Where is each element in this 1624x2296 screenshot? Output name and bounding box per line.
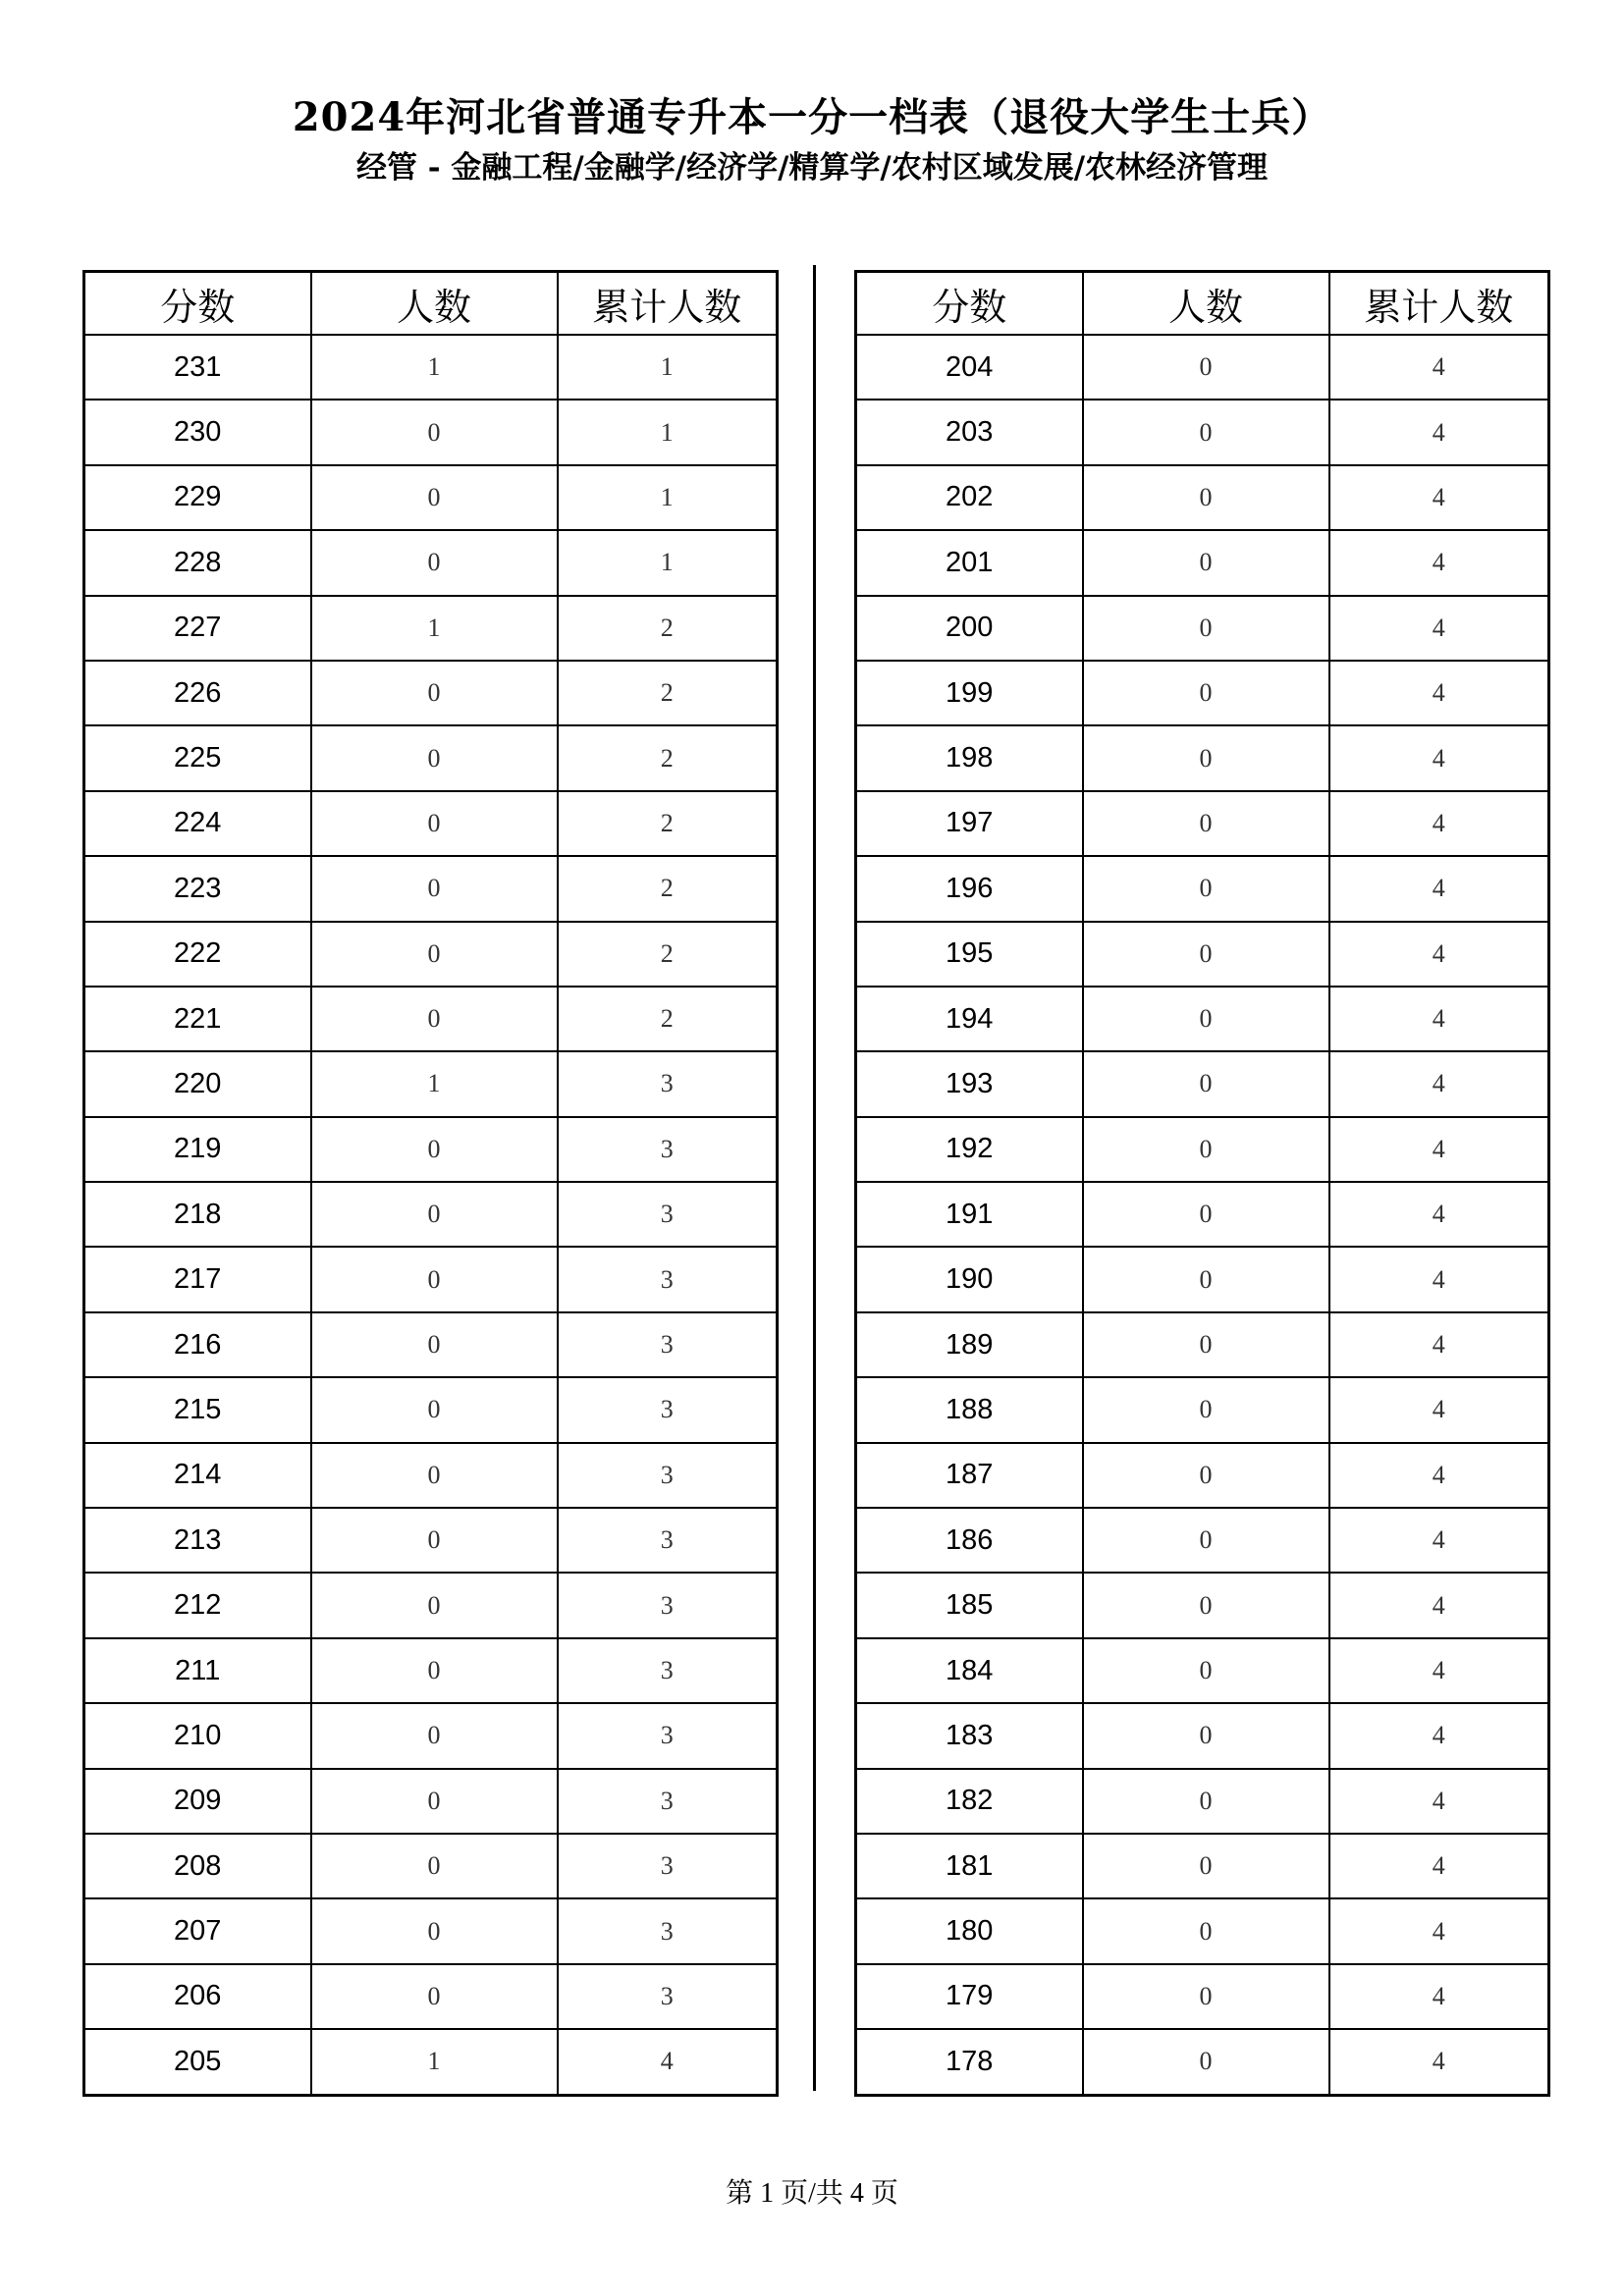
score-cell: 223: [84, 856, 311, 921]
column-header-cumulative: 累计人数: [558, 272, 778, 336]
cumulative-cell: 4: [1329, 400, 1549, 464]
cumulative-cell: 4: [1329, 1638, 1549, 1703]
count-cell: 0: [311, 856, 558, 921]
score-table-left: [82, 270, 779, 2097]
cumulative-cell: 4: [1329, 661, 1549, 725]
cumulative-cell: 3: [558, 1247, 778, 1311]
score-cell: 187: [856, 1443, 1083, 1508]
score-cell: 218: [84, 1182, 311, 1247]
table-row: [84, 596, 778, 661]
score-cell: 215: [84, 1377, 311, 1442]
count-cell: 0: [311, 1964, 558, 2029]
count-cell: 0: [311, 1377, 558, 1442]
table-row: [84, 1703, 778, 1768]
table-row: [84, 987, 778, 1051]
score-cell: 183: [856, 1703, 1083, 1768]
table-row: [84, 1182, 778, 1247]
count-cell: 0: [311, 1703, 558, 1768]
score-cell: 180: [856, 1898, 1083, 1963]
cumulative-cell: 2: [558, 922, 778, 987]
cumulative-cell: 4: [1329, 922, 1549, 987]
score-cell: 181: [856, 1834, 1083, 1898]
score-cell: 190: [856, 1247, 1083, 1311]
table-body-right: [856, 335, 1549, 2095]
table-row: [84, 400, 778, 464]
table-row: [856, 1051, 1549, 1116]
table-row: [856, 335, 1549, 400]
cumulative-cell: 3: [558, 1769, 778, 1834]
count-cell: 0: [1083, 1312, 1329, 1377]
count-cell: 0: [1083, 1638, 1329, 1703]
cumulative-cell: 4: [1329, 530, 1549, 595]
table-row: [84, 1898, 778, 1963]
table-row: [84, 922, 778, 987]
table-row: [84, 1508, 778, 1573]
count-cell: 0: [1083, 2029, 1329, 2095]
score-cell: 178: [856, 2029, 1083, 2095]
score-cell: 225: [84, 725, 311, 790]
cumulative-cell: 4: [1329, 1964, 1549, 2029]
table-row: [856, 1247, 1549, 1311]
score-cell: 221: [84, 987, 311, 1051]
count-cell: 0: [311, 661, 558, 725]
cumulative-cell: 4: [1329, 856, 1549, 921]
cumulative-cell: 4: [1329, 1703, 1549, 1768]
score-cell: 202: [856, 465, 1083, 530]
table-row: [856, 1117, 1549, 1182]
count-cell: 0: [311, 791, 558, 856]
cumulative-cell: 1: [558, 335, 778, 400]
cumulative-cell: 4: [1329, 465, 1549, 530]
score-cell: 207: [84, 1898, 311, 1963]
score-cell: 188: [856, 1377, 1083, 1442]
score-cell: 203: [856, 400, 1083, 464]
cumulative-cell: 4: [1329, 1573, 1549, 1637]
table-row: [856, 1443, 1549, 1508]
count-cell: 0: [311, 987, 558, 1051]
table-row: [856, 1834, 1549, 1898]
cumulative-cell: 3: [558, 1573, 778, 1637]
table-row: [856, 465, 1549, 530]
count-cell: 0: [1083, 856, 1329, 921]
count-cell: 0: [1083, 1051, 1329, 1116]
score-cell: 192: [856, 1117, 1083, 1182]
score-cell: 216: [84, 1312, 311, 1377]
score-cell: 229: [84, 465, 311, 530]
score-cell: 217: [84, 1247, 311, 1311]
column-header-count: 人数: [1083, 272, 1329, 336]
count-cell: 0: [311, 1898, 558, 1963]
count-cell: 0: [311, 530, 558, 595]
table-row: [84, 335, 778, 400]
cumulative-cell: 3: [558, 1703, 778, 1768]
count-cell: 0: [1083, 465, 1329, 530]
score-cell: 193: [856, 1051, 1083, 1116]
table-row: [856, 1182, 1549, 1247]
table-row: [84, 1117, 778, 1182]
count-cell: 0: [311, 1508, 558, 1573]
score-cell: 219: [84, 1117, 311, 1182]
count-cell: 0: [311, 1443, 558, 1508]
score-cell: 230: [84, 400, 311, 464]
score-cell: 205: [84, 2029, 311, 2095]
score-cell: 226: [84, 661, 311, 725]
table-row: [84, 1834, 778, 1898]
score-cell: 204: [856, 335, 1083, 400]
count-cell: 0: [1083, 1117, 1329, 1182]
cumulative-cell: 3: [558, 1834, 778, 1898]
count-cell: 0: [311, 725, 558, 790]
count-cell: 0: [1083, 987, 1329, 1051]
cumulative-cell: 4: [1329, 1182, 1549, 1247]
count-cell: 0: [1083, 1898, 1329, 1963]
cumulative-cell: 3: [558, 1051, 778, 1116]
count-cell: 0: [1083, 1573, 1329, 1637]
cumulative-cell: 3: [558, 1117, 778, 1182]
cumulative-cell: 4: [1329, 1117, 1549, 1182]
count-cell: 0: [311, 1638, 558, 1703]
count-cell: 0: [1083, 1508, 1329, 1573]
cumulative-cell: 4: [1329, 1377, 1549, 1442]
count-cell: 0: [1083, 922, 1329, 987]
table-row: [856, 1573, 1549, 1637]
score-cell: 220: [84, 1051, 311, 1116]
table-row: [84, 2029, 778, 2095]
column-header-score: 分数: [856, 272, 1083, 336]
cumulative-cell: 2: [558, 791, 778, 856]
count-cell: 0: [1083, 335, 1329, 400]
column-header-count: 人数: [311, 272, 558, 336]
count-cell: 0: [1083, 1769, 1329, 1834]
table-row: [856, 1312, 1549, 1377]
count-cell: 0: [1083, 1377, 1329, 1442]
table-header-row: [856, 272, 1549, 336]
table-row: [84, 1769, 778, 1834]
count-cell: 0: [311, 1769, 558, 1834]
table-row: [856, 725, 1549, 790]
table-row: [84, 1247, 778, 1311]
table-row: [856, 400, 1549, 464]
cumulative-cell: 1: [558, 400, 778, 464]
cumulative-cell: 4: [1329, 987, 1549, 1051]
table-row: [856, 661, 1549, 725]
count-cell: 1: [311, 1051, 558, 1116]
count-cell: 0: [1083, 725, 1329, 790]
score-cell: 209: [84, 1769, 311, 1834]
table-row: [856, 2029, 1549, 2095]
score-cell: 194: [856, 987, 1083, 1051]
table-header-row: [84, 272, 778, 336]
score-cell: 214: [84, 1443, 311, 1508]
cumulative-cell: 3: [558, 1377, 778, 1442]
table-row: [856, 1377, 1549, 1442]
score-cell: 228: [84, 530, 311, 595]
cumulative-cell: 4: [1329, 1247, 1549, 1311]
table-row: [84, 725, 778, 790]
count-cell: 0: [311, 1247, 558, 1311]
table-row: [856, 987, 1549, 1051]
score-cell: 196: [856, 856, 1083, 921]
count-cell: 0: [311, 1573, 558, 1637]
table-body-left: [84, 335, 778, 2095]
count-cell: 0: [311, 400, 558, 464]
cumulative-cell: 1: [558, 465, 778, 530]
table-row: [856, 856, 1549, 921]
cumulative-cell: 2: [558, 856, 778, 921]
cumulative-cell: 3: [558, 1508, 778, 1573]
table-row: [856, 791, 1549, 856]
table-row: [856, 1703, 1549, 1768]
cumulative-cell: 2: [558, 596, 778, 661]
score-cell: 224: [84, 791, 311, 856]
count-cell: 0: [1083, 1443, 1329, 1508]
cumulative-cell: 4: [1329, 1312, 1549, 1377]
count-cell: 0: [1083, 400, 1329, 464]
cumulative-cell: 4: [1329, 1051, 1549, 1116]
cumulative-cell: 3: [558, 1898, 778, 1963]
cumulative-cell: 3: [558, 1443, 778, 1508]
score-cell: 222: [84, 922, 311, 987]
score-cell: 213: [84, 1508, 311, 1573]
table-row: [84, 1312, 778, 1377]
cumulative-cell: 4: [1329, 1769, 1549, 1834]
table-row: [856, 922, 1549, 987]
table-row: [84, 1964, 778, 2029]
count-cell: 0: [311, 1312, 558, 1377]
cumulative-cell: 4: [1329, 1898, 1549, 1963]
score-cell: 189: [856, 1312, 1083, 1377]
cumulative-cell: 3: [558, 1638, 778, 1703]
count-cell: 0: [1083, 1247, 1329, 1311]
score-cell: 191: [856, 1182, 1083, 1247]
score-cell: 195: [856, 922, 1083, 987]
page-title: 2024年河北省普通专升本一分一档表（退役大学生士兵）: [292, 94, 1332, 140]
cumulative-cell: 1: [558, 530, 778, 595]
count-cell: 1: [311, 2029, 558, 2095]
count-cell: 1: [311, 596, 558, 661]
cumulative-cell: 4: [1329, 1443, 1549, 1508]
page-footer: 第 1 页/共 4 页: [726, 2178, 898, 2209]
table-row: [84, 661, 778, 725]
score-cell: 197: [856, 791, 1083, 856]
cumulative-cell: 4: [1329, 1834, 1549, 1898]
table-row: [856, 1769, 1549, 1834]
table-row: [84, 1573, 778, 1637]
count-cell: 0: [1083, 661, 1329, 725]
column-header-score: 分数: [84, 272, 311, 336]
score-cell: 185: [856, 1573, 1083, 1637]
cumulative-cell: 4: [1329, 335, 1549, 400]
page-subtitle: 经管 - 金融工程/金融学/经济学/精算学/农村区域发展/农林经济管理: [355, 150, 1269, 186]
score-cell: 199: [856, 661, 1083, 725]
score-cell: 210: [84, 1703, 311, 1768]
table-row: [84, 1443, 778, 1508]
table-row: [84, 791, 778, 856]
score-cell: 206: [84, 1964, 311, 2029]
score-cell: 211: [84, 1638, 311, 1703]
cumulative-cell: 3: [558, 1964, 778, 2029]
cumulative-cell: 2: [558, 725, 778, 790]
cumulative-cell: 4: [1329, 725, 1549, 790]
score-cell: 179: [856, 1964, 1083, 2029]
table-row: [856, 596, 1549, 661]
count-cell: 0: [1083, 1964, 1329, 2029]
cumulative-cell: 2: [558, 661, 778, 725]
count-cell: 0: [311, 465, 558, 530]
table-row: [856, 530, 1549, 595]
score-cell: 208: [84, 1834, 311, 1898]
count-cell: 0: [1083, 1182, 1329, 1247]
score-cell: 198: [856, 725, 1083, 790]
cumulative-cell: 4: [1329, 2029, 1549, 2095]
count-cell: 0: [311, 922, 558, 987]
cumulative-cell: 2: [558, 987, 778, 1051]
table-row: [84, 1377, 778, 1442]
score-cell: 201: [856, 530, 1083, 595]
table-row: [856, 1638, 1549, 1703]
table-row: [84, 465, 778, 530]
cumulative-cell: 4: [558, 2029, 778, 2095]
column-header-cumulative: 累计人数: [1329, 272, 1549, 336]
cumulative-cell: 3: [558, 1312, 778, 1377]
score-cell: 212: [84, 1573, 311, 1637]
cumulative-cell: 4: [1329, 1508, 1549, 1573]
score-table-right: [854, 270, 1550, 2097]
score-cell: 184: [856, 1638, 1083, 1703]
count-cell: 0: [1083, 1703, 1329, 1768]
count-cell: 0: [1083, 530, 1329, 595]
table-row: [84, 530, 778, 595]
table-row: [84, 856, 778, 921]
score-cell: 182: [856, 1769, 1083, 1834]
table-row: [856, 1508, 1549, 1573]
count-cell: 1: [311, 335, 558, 400]
count-cell: 0: [311, 1182, 558, 1247]
table-row: [856, 1964, 1549, 2029]
table-row: [856, 1898, 1549, 1963]
count-cell: 0: [311, 1834, 558, 1898]
cumulative-cell: 4: [1329, 596, 1549, 661]
table-row: [84, 1051, 778, 1116]
score-cell: 186: [856, 1508, 1083, 1573]
count-cell: 0: [1083, 1834, 1329, 1898]
score-cell: 231: [84, 335, 311, 400]
cumulative-cell: 4: [1329, 791, 1549, 856]
score-cell: 227: [84, 596, 311, 661]
column-divider: [813, 265, 816, 2091]
table-row: [84, 1638, 778, 1703]
count-cell: 0: [1083, 596, 1329, 661]
score-cell: 200: [856, 596, 1083, 661]
count-cell: 0: [1083, 791, 1329, 856]
cumulative-cell: 3: [558, 1182, 778, 1247]
count-cell: 0: [311, 1117, 558, 1182]
